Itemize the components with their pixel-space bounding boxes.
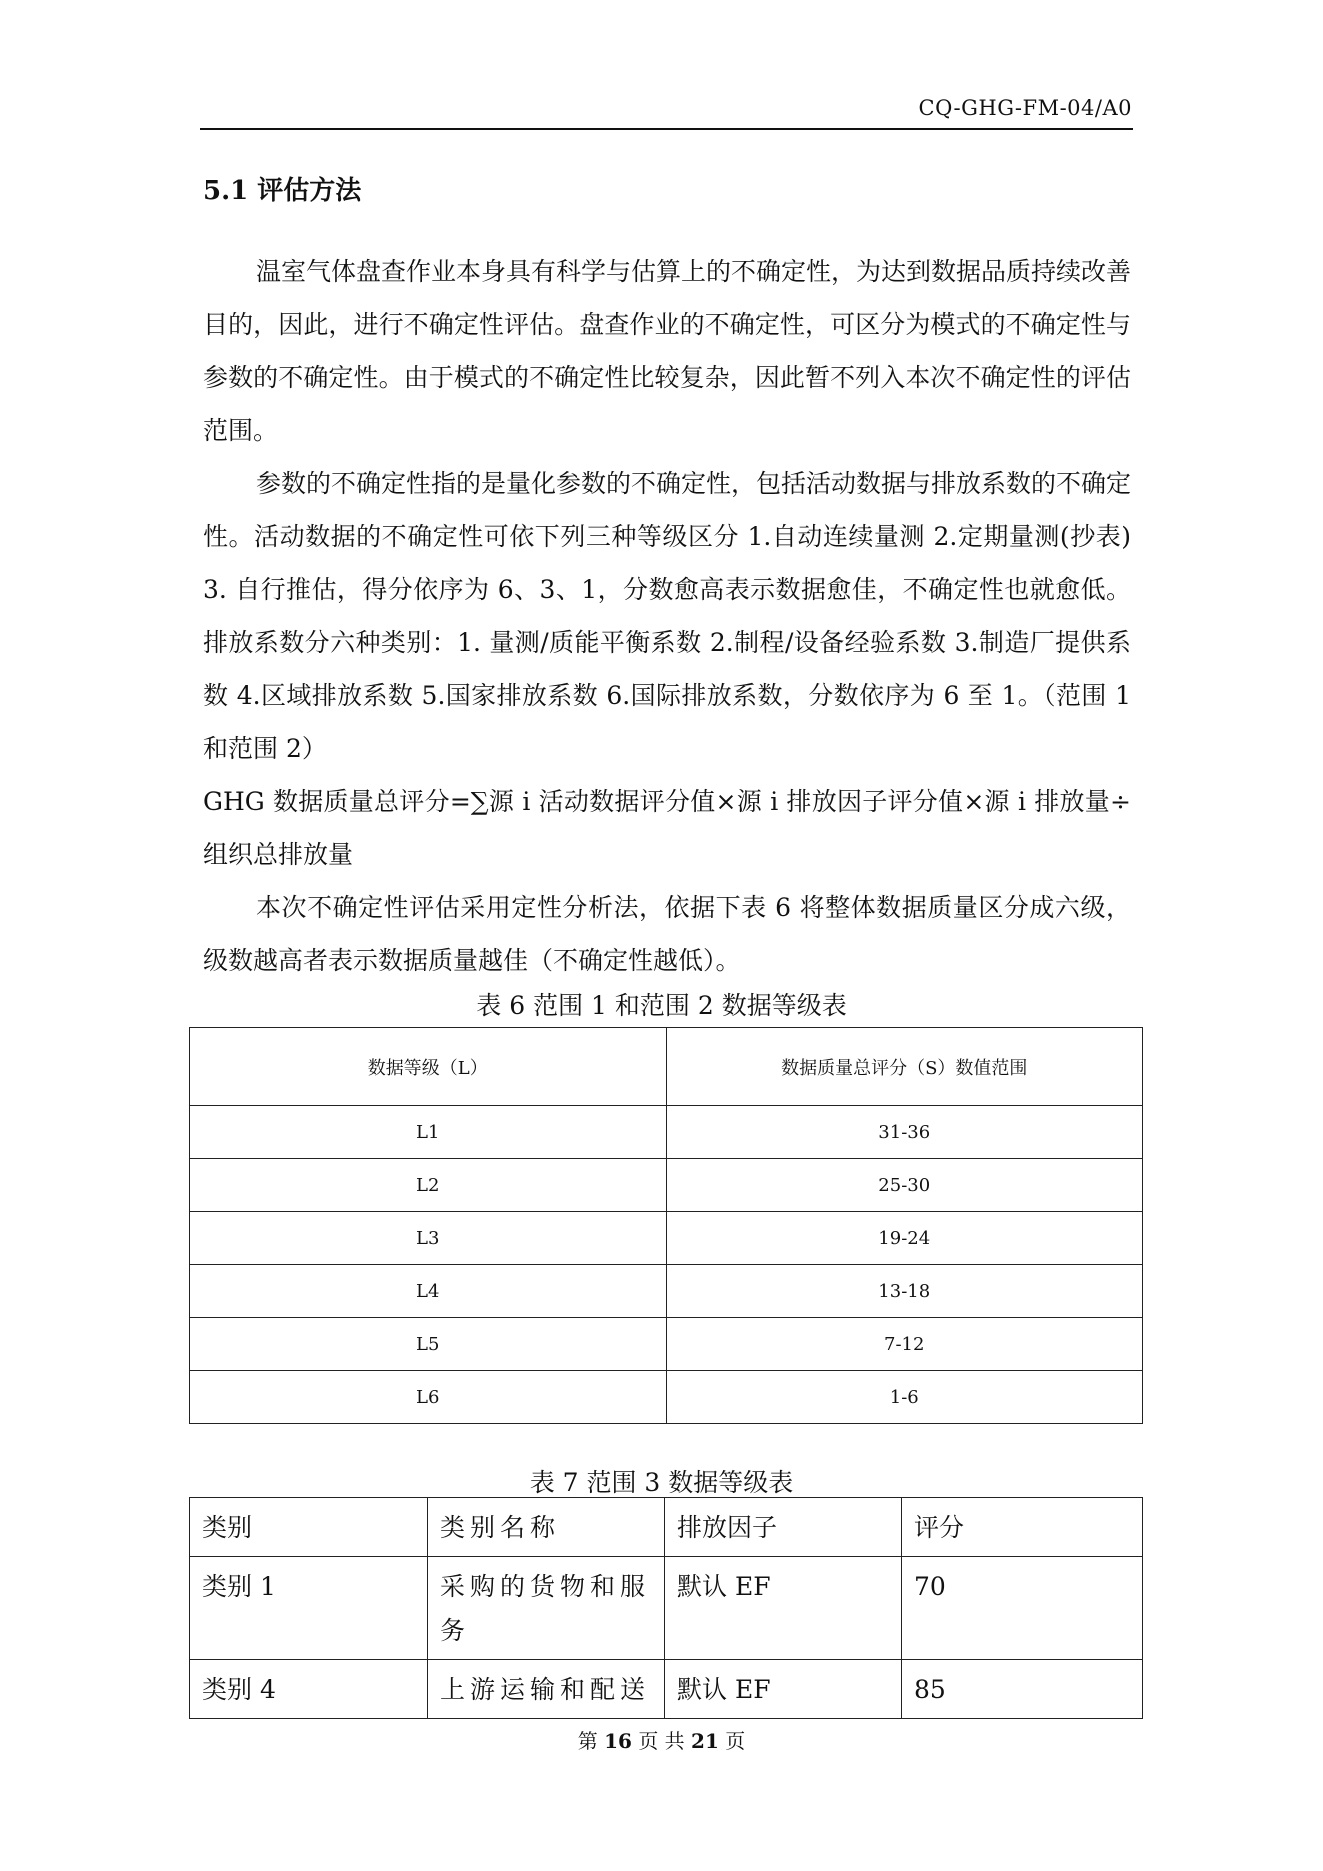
table6-cell-range: 7-12 xyxy=(666,1318,1143,1371)
table7-row xyxy=(190,1557,1143,1660)
paragraph-2: 参数的不确定性指的是量化参数的不确定性，包括活动数据与排放系数的不确定性。活动数据的不确定性可依下列三种等级区分 1.自动连续量测 2.定期量测(抄表) 3. 自行推估，得分依序为 6、3、1，分数愈高表示数据愈佳，不确定性也就愈低。排放系数分六种类别：1. 量测/质能平衡系数 2.制程/设备经验系数 3.制造厂提供系数 4.区域排放系数 5.国家排放系数 6.国际排放系数，分数依序为 6 至 1。（范围 1 和范围 2） xyxy=(203,469,1132,763)
table7-cell-score: 70 xyxy=(902,1557,1143,1660)
footer-suffix: 页 xyxy=(725,1729,746,1753)
table7-cell-name: 上游运输和配送 xyxy=(428,1660,665,1719)
table6-cell-range: 25-30 xyxy=(666,1159,1143,1212)
table6-row xyxy=(190,1318,1143,1371)
table7-caption: 表 7 范围 3 数据等级表 xyxy=(529,1468,794,1497)
page-footer xyxy=(0,1725,1323,1754)
table6-row xyxy=(190,1371,1143,1424)
table7-cell-score: 85 xyxy=(902,1660,1143,1719)
paragraph-formula: GHG 数据质量总评分=∑源 i 活动数据评分值×源 i 排放因子评分值×源 i 排放量÷组织总排放量 xyxy=(203,787,1131,869)
table6-header-row xyxy=(190,1028,1143,1106)
table7-cell-category: 类别 4 xyxy=(190,1660,428,1719)
table6-cell-level: L4 xyxy=(190,1265,667,1318)
table7-row xyxy=(190,1660,1143,1719)
table6-header-cell: 数据等级（L） xyxy=(190,1028,667,1106)
table7 xyxy=(189,1497,1143,1719)
table6 xyxy=(189,1027,1143,1424)
table7-header-cell: 类别 xyxy=(190,1498,428,1557)
footer-middle: 页 共 xyxy=(638,1729,685,1753)
document-code: CQ-GHG-FM-04/A0 xyxy=(918,96,1132,120)
section-title: 5.1 评估方法 xyxy=(203,176,362,206)
table7-cell-category: 类别 1 xyxy=(190,1557,428,1660)
table7-cell-name: 采购的货物和服务 xyxy=(428,1557,665,1660)
table7-header-row xyxy=(190,1498,1143,1557)
table6-cell-level: L3 xyxy=(190,1212,667,1265)
table6-cell-level: L6 xyxy=(190,1371,667,1424)
table7-cell-factor: 默认 EF xyxy=(665,1660,902,1719)
table6-cell-range: 19-24 xyxy=(666,1212,1143,1265)
body-text xyxy=(203,245,1131,987)
header-rule xyxy=(200,128,1133,130)
table6-caption: 表 6 范围 1 和范围 2 数据等级表 xyxy=(476,991,847,1020)
footer-page-total: 21 xyxy=(691,1729,719,1753)
table7-header-cell: 评分 xyxy=(902,1498,1143,1557)
table6-header-cell: 数据质量总评分（S）数值范围 xyxy=(666,1028,1143,1106)
table6-cell-range: 13-18 xyxy=(666,1265,1143,1318)
paragraph-1: 温室气体盘查作业本身具有科学与估算上的不确定性，为达到数据品质持续改善目的，因此，进行不确定性评估。盘查作业的不确定性，可区分为模式的不确定性与参数的不确定性。由于模式的不确定性比较复杂，因此暂不列入本次不确定性的评估范围。 xyxy=(203,257,1132,445)
table7-header-cell: 排放因子 xyxy=(665,1498,902,1557)
footer-prefix: 第 xyxy=(577,1729,598,1753)
table6-cell-range: 1-6 xyxy=(666,1371,1143,1424)
table6-row xyxy=(190,1265,1143,1318)
table6-cell-level: L5 xyxy=(190,1318,667,1371)
table6-cell-level: L1 xyxy=(190,1106,667,1159)
table6-row xyxy=(190,1212,1143,1265)
table7-cell-factor: 默认 EF xyxy=(665,1557,902,1660)
table6-row xyxy=(190,1159,1143,1212)
footer-page-number: 16 xyxy=(604,1729,632,1753)
table7-header-cell: 类别名称 xyxy=(428,1498,665,1557)
table6-cell-range: 31-36 xyxy=(666,1106,1143,1159)
table6-row xyxy=(190,1106,1143,1159)
paragraph-4: 本次不确定性评估采用定性分析法，依据下表 6 将整体数据质量区分成六级，级数越高者表示数据质量越佳（不确定性越低）。 xyxy=(203,893,1131,975)
table6-cell-level: L2 xyxy=(190,1159,667,1212)
